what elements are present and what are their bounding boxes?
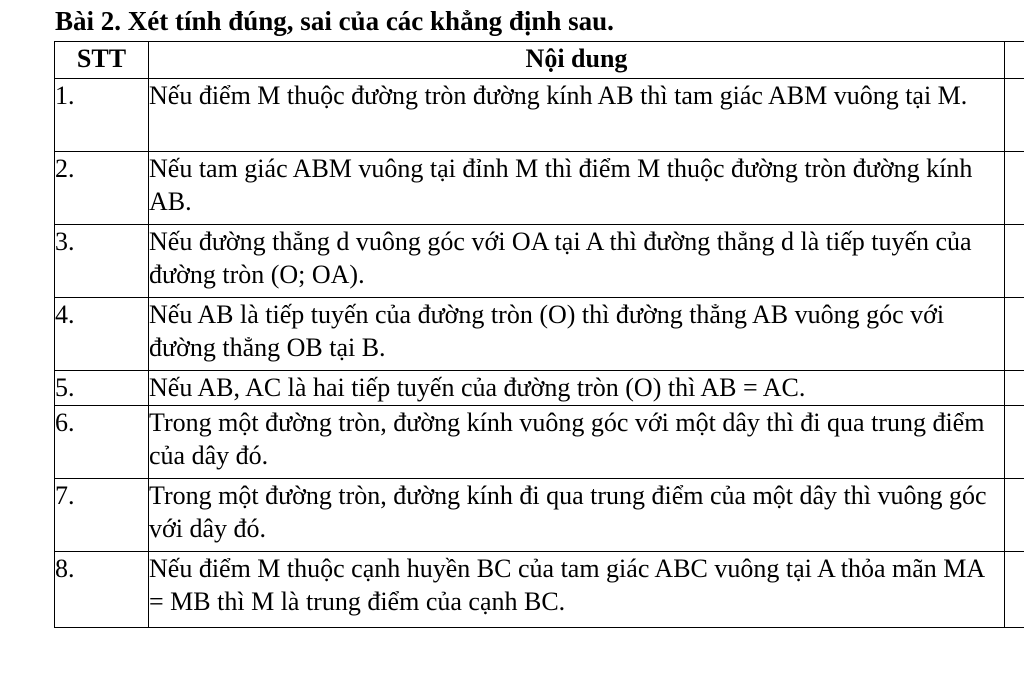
row-number: 4.	[55, 298, 149, 371]
row-number: 7.	[55, 479, 149, 552]
row-statement: Nếu đường thẳng d vuông góc với OA tại A thì đường thẳng d là tiếp tuyến của đường tròn (O; OA).	[149, 225, 1005, 298]
header-extra	[1005, 42, 1024, 79]
row-number: 1.	[55, 79, 149, 152]
table-header-row	[55, 42, 1024, 79]
row-statement: Trong một đường tròn, đường kính đi qua trung điểm của một dây thì vuông góc với dây đó.	[149, 479, 1005, 552]
row-statement: Nếu điểm M thuộc đường tròn đường kính AB thì tam giác ABM vuông tại M.	[149, 79, 1005, 152]
statements-table	[54, 41, 1024, 628]
table-row	[55, 152, 1024, 225]
row-answer-cell	[1005, 406, 1024, 479]
row-number: 8.	[55, 552, 149, 628]
exercise-title: Bài 2. Xét tính đúng, sai của các khẳng định sau.	[55, 6, 614, 36]
table-row	[55, 479, 1024, 552]
row-answer-cell	[1005, 479, 1024, 552]
row-answer-cell	[1005, 225, 1024, 298]
row-number: 6.	[55, 406, 149, 479]
row-statement: Trong một đường tròn, đường kính vuông góc với một dây thì đi qua trung điểm của dây đó.	[149, 406, 1005, 479]
table-row	[55, 406, 1024, 479]
row-statement: Nếu AB là tiếp tuyến của đường tròn (O) thì đường thẳng AB vuông góc với đường thẳng OB tại B.	[149, 298, 1005, 371]
table-row	[55, 225, 1024, 298]
table-row	[55, 552, 1024, 628]
row-answer-cell	[1005, 298, 1024, 371]
table-row	[55, 298, 1024, 371]
table-row	[55, 371, 1024, 406]
row-answer-cell	[1005, 371, 1024, 406]
row-number: 5.	[55, 371, 149, 406]
row-number: 2.	[55, 152, 149, 225]
row-answer-cell	[1005, 79, 1024, 152]
header-content: Nội dung	[149, 42, 1005, 79]
row-statement: Nếu tam giác ABM vuông tại đỉnh M thì điểm M thuộc đường tròn đường kính AB.	[149, 152, 1005, 225]
row-statement: Nếu điểm M thuộc cạnh huyền BC của tam giác ABC vuông tại A thỏa mãn MA = MB thì M là trung điểm của cạnh BC.	[149, 552, 1005, 628]
row-answer-cell	[1005, 552, 1024, 628]
row-number: 3.	[55, 225, 149, 298]
row-answer-cell	[1005, 152, 1024, 225]
row-statement: Nếu AB, AC là hai tiếp tuyến của đường tròn (O) thì AB = AC.	[149, 371, 1005, 406]
header-stt: STT	[55, 42, 149, 79]
table-row	[55, 79, 1024, 152]
